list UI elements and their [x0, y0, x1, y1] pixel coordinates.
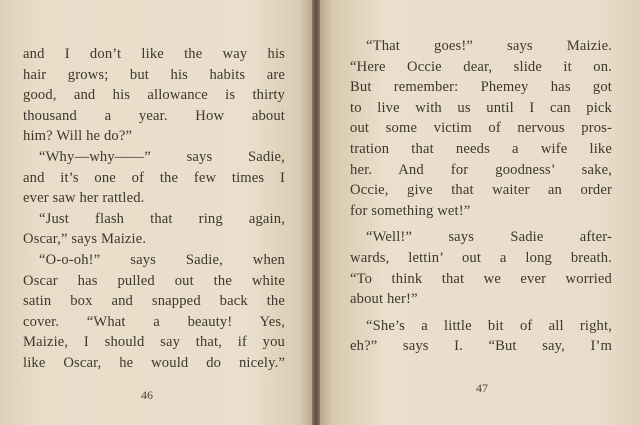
text-line: “Well!” says Sadie after-	[366, 229, 612, 246]
text-line: tration that needs a wife like	[350, 140, 612, 157]
text-line: satin box and snapped back the	[23, 293, 285, 310]
text-line: him? Will he do?”	[23, 128, 133, 145]
text-line: “To think that we ever worried	[350, 270, 612, 287]
text-line: thousand a year. How about	[23, 107, 285, 124]
text-line: Oscar,” says Maizie.	[23, 231, 147, 248]
text-line: her. And for goodness’ sake,	[350, 161, 612, 178]
text-line: ever saw her rattled.	[23, 190, 145, 207]
text-line: and I don’t like the way his	[23, 46, 285, 62]
text-line: Oscar has pulled out the white	[23, 272, 285, 289]
book-gutter	[312, 0, 320, 425]
text-line: like Oscar, he would do nicely.”	[23, 354, 285, 371]
text-line: “Here Occie dear, slide it on.	[350, 58, 612, 75]
page-number-left: 46	[141, 388, 153, 402]
text-line: “She’s a little bit of all right,	[366, 317, 612, 334]
text-line: But remember: Phemey has got	[350, 79, 612, 96]
text-line: “O-o-oh!” says Sadie, when	[39, 251, 285, 268]
text-line: for something wet!”	[350, 202, 471, 219]
text-line: “Just flash that ring again,	[39, 210, 285, 227]
text-line: “Why—why——” says Sadie,	[39, 148, 285, 165]
left-page-text	[23, 44, 285, 374]
text-line: Occie, give that waiter an order	[350, 182, 612, 199]
text-line: hair grows; but his habits are	[23, 66, 285, 83]
text-line: wards, lettin’ out a long breath.	[350, 249, 612, 266]
text-line: out some victim of nervous pros-	[350, 120, 612, 137]
text-line: to live with us until I can pick	[350, 99, 612, 116]
text-line: good, and his allowance is thirty	[23, 87, 285, 104]
text-line: eh?” says I. “But say, I’m	[350, 338, 612, 355]
text-line: and it’s one of the few times I	[23, 169, 285, 186]
right-page-text	[350, 36, 612, 357]
text-line: Maizie, I should say that, if you	[23, 334, 285, 351]
text-line: about her!”	[350, 291, 418, 308]
text-line: “That goes!” says Maizie.	[366, 38, 612, 54]
page-number-right: 47	[476, 381, 488, 395]
text-line: cover. “What a beauty! Yes,	[23, 313, 285, 330]
